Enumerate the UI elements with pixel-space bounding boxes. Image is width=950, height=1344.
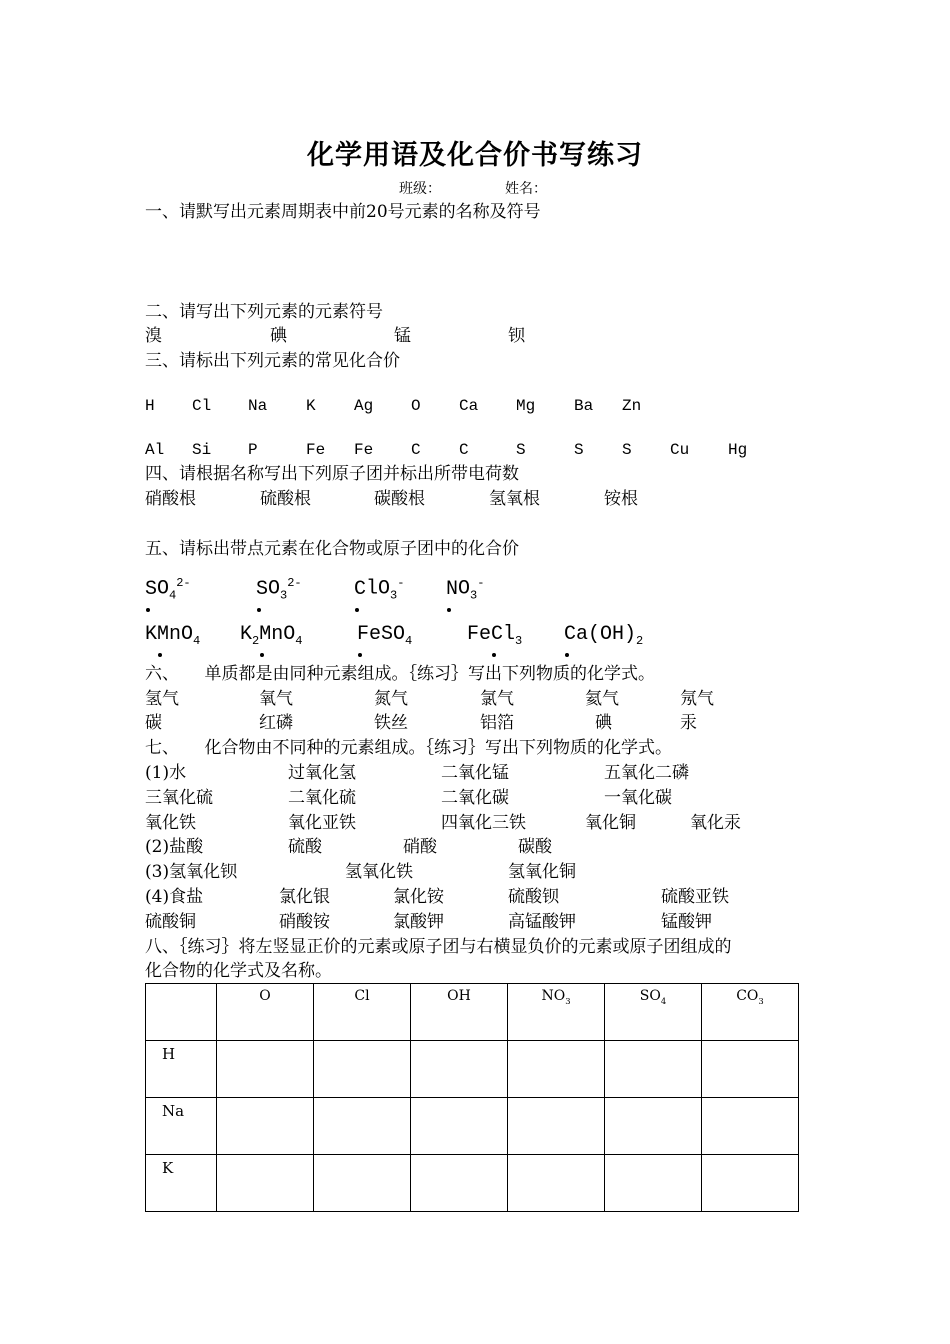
table-cell[interactable] [314, 1098, 411, 1155]
s3-element: S [574, 441, 584, 459]
s7-item: 硝酸 [403, 837, 437, 857]
s6-item: 氧气 [259, 689, 293, 709]
s6-item: 氯气 [480, 689, 514, 709]
s7-item: 硫酸铜 [145, 912, 196, 932]
s3-element: Fe [354, 441, 374, 459]
s7-item: 碳酸 [518, 837, 552, 857]
formula-part: O [157, 577, 170, 601]
s3-element: P [248, 441, 258, 459]
formula-sub: 2 [636, 634, 644, 648]
formula-sup: 2- [287, 576, 302, 590]
s3-element: Fe [306, 441, 326, 459]
s7-item: 硫酸钡 [508, 887, 559, 907]
s6-item: 氖气 [680, 689, 714, 709]
s3-element: Hg [728, 441, 748, 459]
s7-item: 氢氧化铜 [508, 862, 576, 882]
table-cell[interactable] [605, 1041, 702, 1098]
table-cell[interactable] [508, 1155, 605, 1212]
formula-part: a(OH) [576, 623, 637, 646]
s7-item: 氯化银 [279, 887, 330, 907]
s7-item: 二氧化碳 [441, 788, 509, 808]
dotted-element: S [145, 577, 158, 601]
s2-item: 锰 [394, 326, 411, 346]
s2-item: 碘 [270, 326, 287, 346]
s6-item: 氦气 [585, 689, 619, 709]
s3-element: Zn [622, 397, 642, 415]
s7-item: 一氧化碳 [604, 788, 672, 808]
formula-sub: 4 [295, 634, 303, 648]
table-row [146, 1155, 799, 1212]
s5-formula [354, 570, 404, 609]
formula-part: l [503, 623, 516, 646]
s3-element: Ca [459, 397, 479, 415]
s3-element: Ag [354, 397, 374, 415]
s5-formula [145, 622, 200, 654]
table-cell[interactable] [411, 1041, 508, 1098]
table-cell[interactable] [702, 1041, 799, 1098]
s7-item: 氢氧化铁 [345, 862, 413, 882]
s7-item: (3)氢氧化钡 [145, 862, 238, 882]
s7-item: 氯酸钾 [393, 912, 444, 932]
formula-sub: 2 [252, 634, 260, 648]
section-5-heading: 五、请标出带点元素在化合物或原子团中的化合价 [145, 539, 519, 559]
s5-formula [256, 570, 302, 609]
s6-item: 碳 [145, 713, 162, 733]
page-title: 化学用语及化合价书写练习 [307, 140, 643, 171]
table-cell[interactable] [508, 1041, 605, 1098]
formula-part: eSO [369, 623, 406, 646]
section-6-heading: 六、 单质都是由同种元素组成。｛练习｝写出下列物质的化学式。 [145, 664, 655, 684]
table-cell[interactable] [605, 1098, 702, 1155]
formula-part: O [268, 577, 281, 601]
formula-part: Fe [467, 623, 492, 646]
compound-table [145, 983, 799, 1212]
s7-item: 四氧化三铁 [441, 813, 526, 833]
s7-item: 硫酸 [288, 837, 322, 857]
s7-item: 二氧化硫 [288, 788, 356, 808]
table-row [146, 1098, 799, 1155]
s7-item: 氧化铁 [145, 813, 196, 833]
table-corner-cell [146, 984, 217, 1041]
s7-item: (2)盐酸 [145, 837, 204, 857]
formula-part: nO [271, 623, 296, 646]
s3-element: Na [248, 397, 268, 415]
table-cell[interactable] [217, 1041, 314, 1098]
dotted-element: F [357, 623, 370, 646]
formula-sub: 4 [193, 634, 201, 648]
s3-element: Mg [516, 397, 536, 415]
s6-item: 汞 [680, 713, 697, 733]
s6-item: 氮气 [374, 689, 408, 709]
s7-item: (1)水 [145, 763, 187, 783]
s5-formula [357, 622, 412, 654]
s6-item: 红磷 [259, 713, 293, 733]
formula-sup: - [397, 576, 405, 590]
s7-item: 过氧化氢 [288, 763, 356, 783]
table-cell[interactable] [702, 1155, 799, 1212]
s5-formula [564, 622, 643, 654]
table-cell[interactable] [702, 1098, 799, 1155]
s3-element: K [306, 397, 316, 415]
s3-element: C [411, 441, 421, 459]
table-col-header: Cl [314, 984, 411, 1041]
table-col-header: O [217, 984, 314, 1041]
table-cell[interactable] [314, 1041, 411, 1098]
table-col-header: $NO_3$ [508, 984, 605, 1041]
table-cell[interactable] [314, 1155, 411, 1212]
s4-item: 铵根 [604, 489, 638, 509]
s4-item: 碳酸根 [374, 489, 425, 509]
formula-sub: 3 [390, 588, 398, 603]
formula-sup: - [477, 576, 485, 590]
s5-formula [446, 570, 484, 609]
s3-element: Cl [192, 397, 212, 415]
s7-item: 氧化汞 [690, 813, 741, 833]
s7-item: 硫酸亚铁 [661, 887, 729, 907]
s2-item: 溴 [145, 326, 162, 346]
s5-formula [240, 622, 302, 654]
s3-element: H [145, 397, 155, 415]
section-8-heading-line2: 化合物的化学式及名称。 [145, 961, 332, 981]
table-cell[interactable] [508, 1098, 605, 1155]
s6-item: 碘 [595, 713, 612, 733]
s7-item: 二氧化锰 [441, 763, 509, 783]
formula-sub: 3 [515, 634, 523, 648]
s7-item: 氯化铵 [393, 887, 444, 907]
table-row-header: K [146, 1155, 217, 1212]
s2-item: 钡 [508, 326, 525, 346]
dotted-element: S [256, 577, 269, 601]
class-label: 班级： [399, 181, 441, 197]
s6-item: 铁丝 [374, 713, 408, 733]
s4-item: 氢氧根 [489, 489, 540, 509]
table-cell[interactable] [605, 1155, 702, 1212]
s3-element: C [459, 441, 469, 459]
dotted-element: N [446, 577, 459, 601]
s3-element: O [411, 397, 421, 415]
s7-item: 锰酸钾 [661, 912, 712, 932]
s3-element: Al [145, 441, 165, 459]
table-cell[interactable] [411, 1155, 508, 1212]
s7-item: 五氧化二磷 [604, 763, 689, 783]
s7-item: (4)食盐 [145, 887, 204, 907]
s3-element: Cu [670, 441, 690, 459]
s4-item: 硝酸根 [145, 489, 196, 509]
s7-item: 氧化铜 [585, 813, 636, 833]
s3-element: Ba [574, 397, 594, 415]
s6-item: 铝箔 [480, 713, 514, 733]
section-2-heading: 二、请写出下列元素的元素符号 [145, 302, 383, 322]
dotted-element: C [354, 577, 367, 601]
section-3-heading: 三、请标出下列元素的常见化合价 [145, 351, 400, 371]
formula-part: K [145, 623, 158, 646]
section-8-heading: 八、｛练习｝将左竖显正价的元素或原子团与右横显负价的元素或原子团组成的 [145, 937, 732, 957]
dotted-element: M [157, 623, 170, 646]
dotted-element: C [564, 623, 577, 646]
table-col-header: OH [411, 984, 508, 1041]
formula-sub: 4 [169, 588, 177, 603]
table-cell[interactable] [217, 1155, 314, 1212]
section-7-heading: 七、 化合物由不同种的元素组成。｛练习｝写出下列物质的化学式。 [145, 738, 672, 758]
table-cell[interactable] [411, 1098, 508, 1155]
table-row-header: H [146, 1041, 217, 1098]
table-col-header: $CO_3$ [702, 984, 799, 1041]
s6-item: 氢气 [145, 689, 179, 709]
formula-part: K [240, 623, 253, 646]
s4-item: 硫酸根 [260, 489, 311, 509]
s5-formula [145, 570, 191, 609]
section-4-heading: 四、请根据名称写出下列原子团并标出所带电荷数 [145, 464, 519, 484]
s3-element: S [516, 441, 526, 459]
formula-part: lO [366, 577, 391, 601]
section-1-heading: 一、请默写出元素周期表中前20号元素的名称及符号 [145, 202, 541, 222]
dotted-element: C [491, 623, 504, 646]
formula-part: nO [169, 623, 194, 646]
s3-element: Si [192, 441, 212, 459]
formula-sup: 2- [176, 576, 191, 590]
formula-sub: 3 [280, 588, 288, 603]
table-row-header: Na [146, 1098, 217, 1155]
formula-sub: 4 [405, 634, 413, 648]
s7-item: 三氧化硫 [145, 788, 213, 808]
name-label: 姓名： [505, 181, 547, 197]
dotted-element: M [259, 623, 272, 646]
table-row [146, 1041, 799, 1098]
table-header-row [146, 984, 799, 1041]
s7-item: 高锰酸钾 [508, 912, 576, 932]
s3-element: S [622, 441, 632, 459]
s5-formula [467, 622, 522, 654]
table-col-header: $SO_4$ [605, 984, 702, 1041]
formula-sub: 3 [470, 588, 478, 603]
s7-item: 氧化亚铁 [288, 813, 356, 833]
formula-part: O [458, 577, 471, 601]
table-cell[interactable] [217, 1098, 314, 1155]
s7-item: 硝酸铵 [279, 912, 330, 932]
